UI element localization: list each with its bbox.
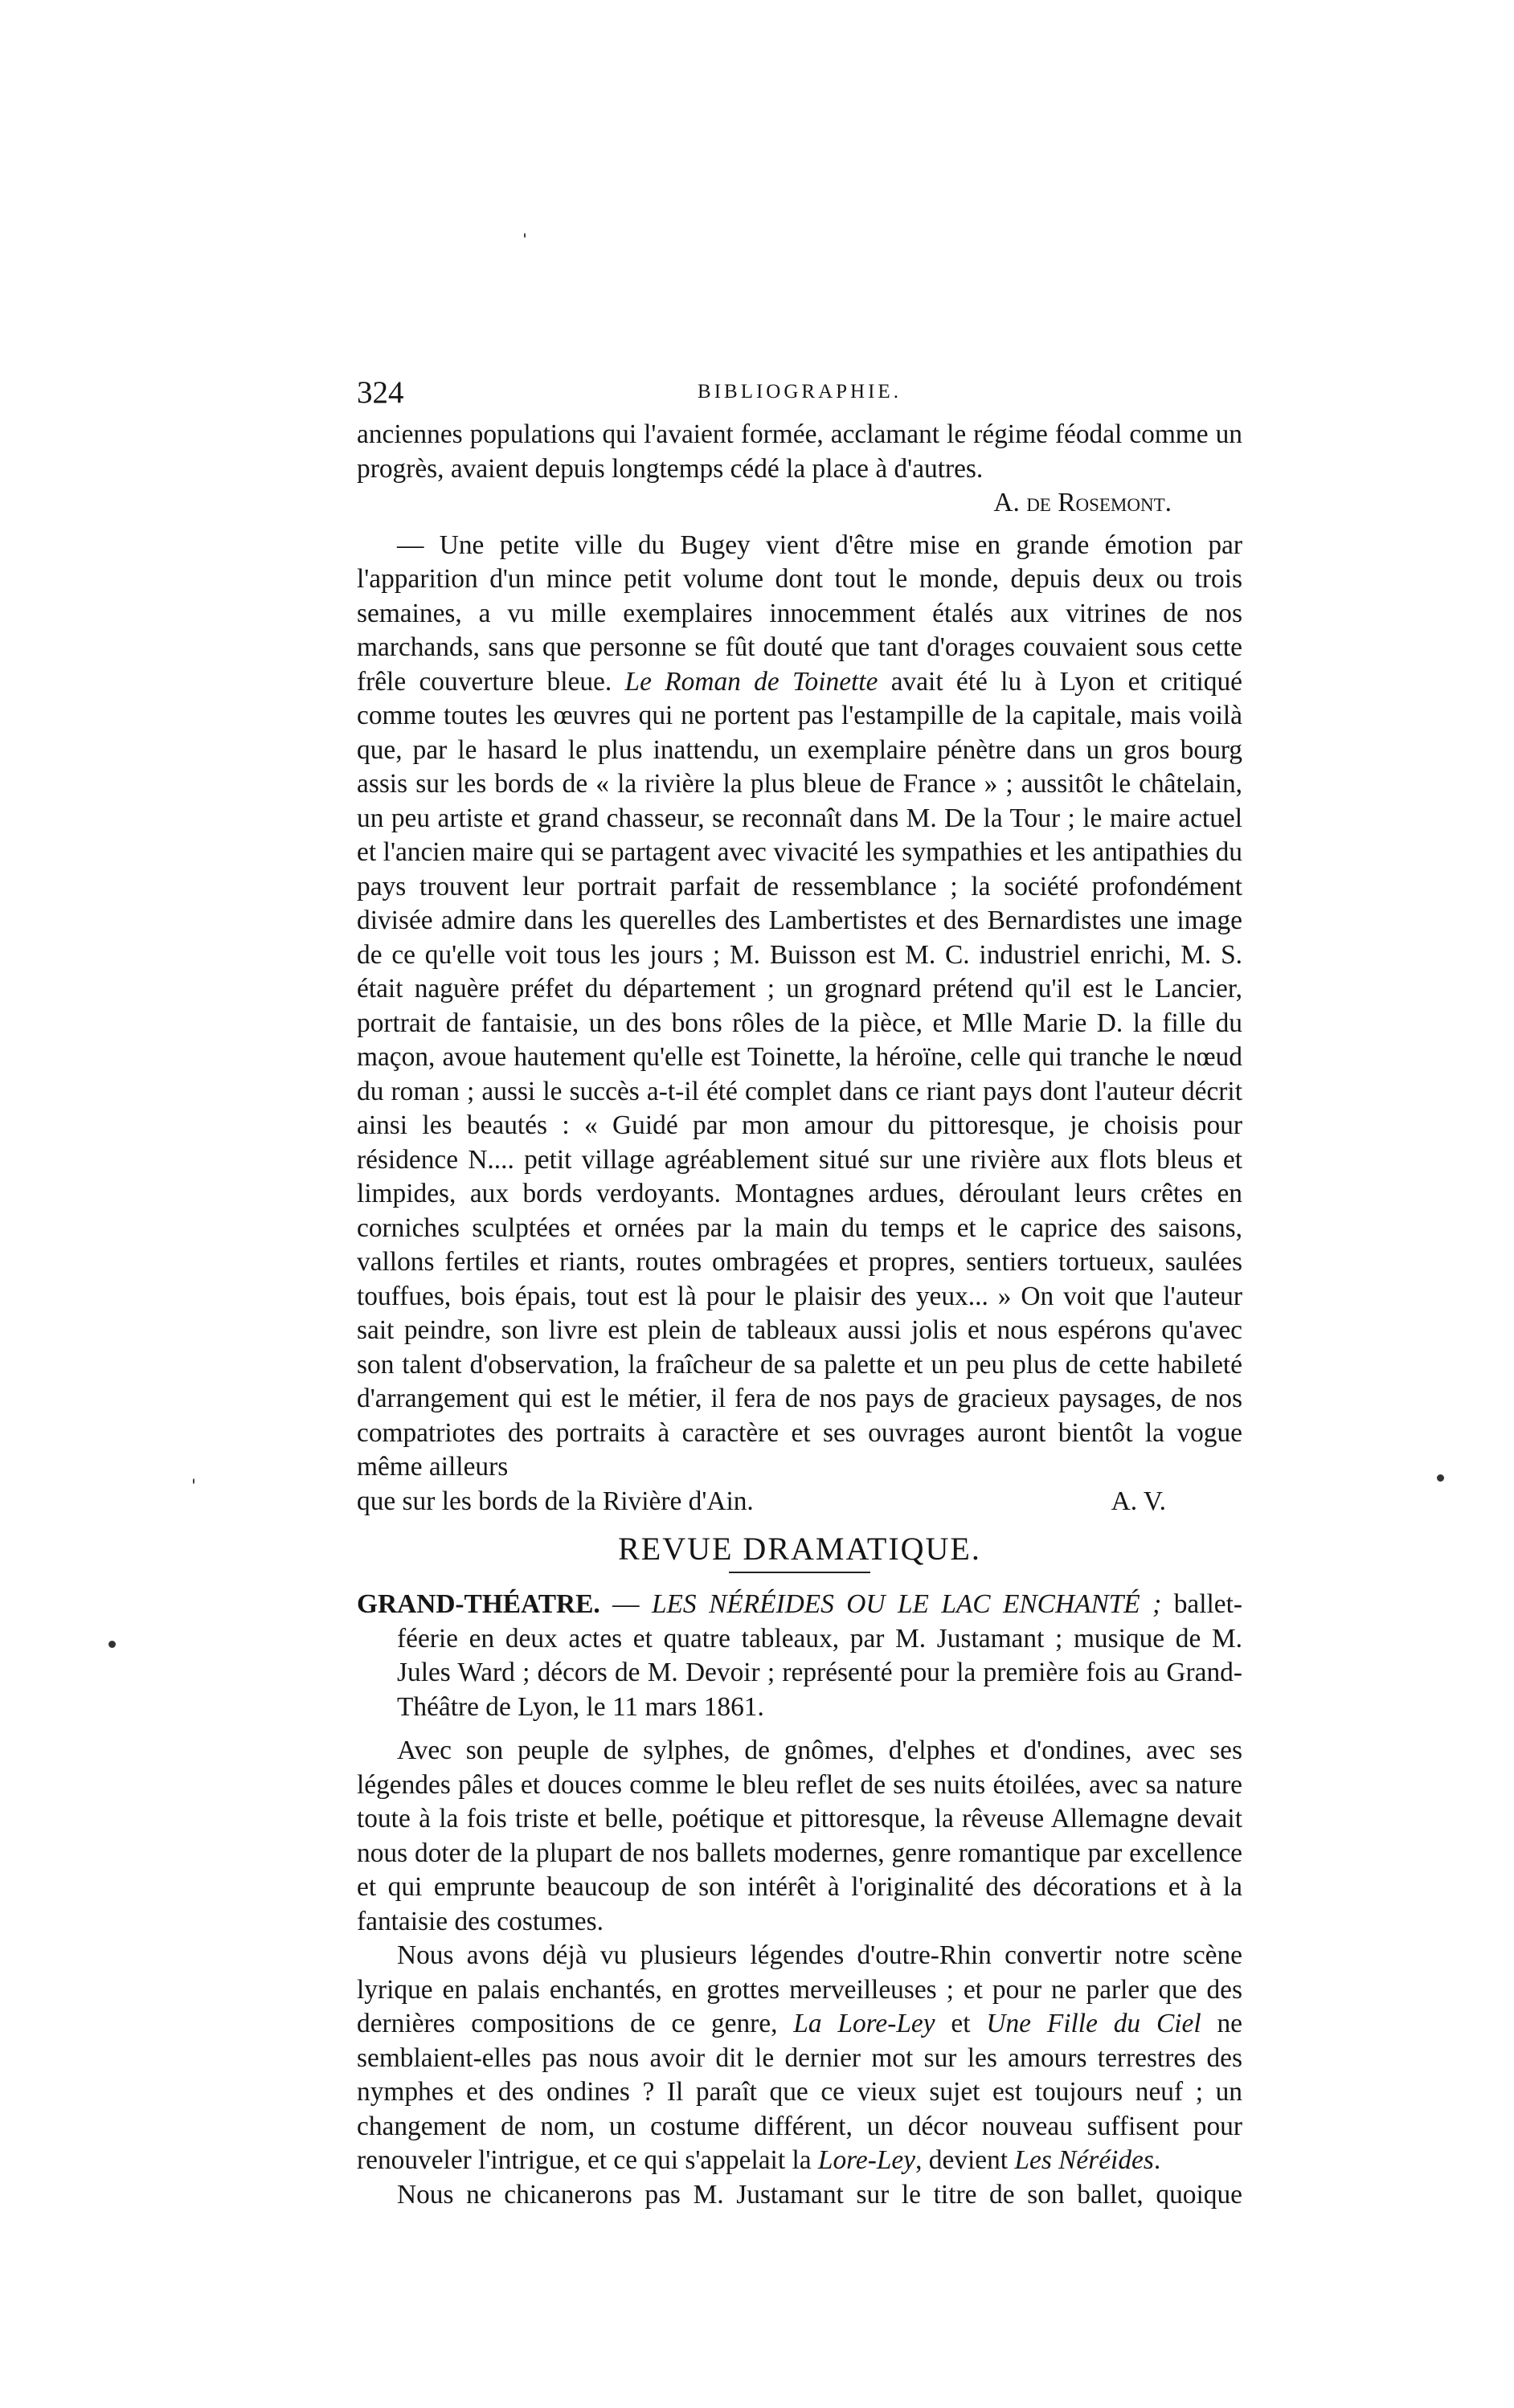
- review-paragraph-1: Avec son peuple de sylphes, de gnômes, d'elphes et d'ondines, avec ses légendes pâles et douces comme le bleu reflet de ses nuits étoilées, avec sa nature toute à la fois triste et belle, poétique et pittoresque, la rêveuse Allemagne devait nous doter de la plupart de nos ballets modernes, genre romantique par excellence et qui emprunte beaucoup de son intérêt à l'originalité des décorations et à la fantaisie des costumes.: [357, 1735, 1242, 1936]
- para2-et: et: [951, 2009, 971, 2038]
- bibliographie-section: [357, 418, 1242, 1519]
- bugey-article-paragraph: [357, 529, 1242, 1485]
- title-une-fille-du-ciel: Une Fille du Ciel: [986, 2009, 1201, 2038]
- title-lore-ley-2: Lore-Ley: [817, 2145, 916, 2175]
- theatre-label: GRAND-THÉATRE.: [357, 1589, 600, 1619]
- signature-rosemont: A. de Rosemont.: [993, 488, 1172, 517]
- text-column: [357, 374, 1242, 2212]
- heading-dash: —: [599, 1589, 652, 1619]
- title-rule: [729, 1572, 870, 1573]
- para2-end: .: [1153, 2145, 1161, 2175]
- bugey-article-text-2: avait été lu à Lyon et critiqué comme toutes les œuvres qui ne portent pas l'estampille de la capitale, mais voilà que, par le hasard le plus inattendu, un exemplaire pénètre dans un gros bourg assis sur les bords de « la rivière la plus bleue de France » ; aussitôt le châtelain, un peu artiste et grand chasseur, se reconnaît dans M. De la Tour ; le maire actuel et l'ancien maire qui se partagent avec vivacité les sympathies et les antipathies du pays trouvent leur portrait parfait de ressemblance ; la société profondément divisée admire dans les querelles des Lambertistes et des Bernardistes une image de ce qu'elle voit tous les jours ; M. Buisson est M. C. industriel enrichi, M. S. était naguère préfet du département ; un grognard prétend qu'il est le Lancier, portrait de fantaisie, un des bons rôles de la pièce, et Mlle Marie D. la fille du maçon, avoue hautement qu'elle est Toinette, la héroïne, celle qui tranche le nœud du roman ; aussi le succès a-t-il été complet dans ce riant pays dont l'auteur décrit ainsi les beautés : « Guidé par mon amour du pittoresque, je choisis pour résidence N.... petit village agréablement situé sur une rivière aux flots bleus et limpides, aux bords verdoyants. Montagnes ardues, déroulant leurs crêtes en corniches sculptées et ornées par la main du temps et le caprice des saisons, vallons fertiles et riants, routes ombragées et propres, sentiers tortueux, saulées touffues, bois épais, tout est là pour le plaisir des yeux... » On voit que l'auteur sait peindre, son livre est plein de tableaux aussi jolis et nous espérons qu'avec son talent d'observation, la fraîcheur de sa palette et un peu plus de cette habileté d'arrangement qui est le métier, il fera de nos pays de gracieux paysages, de nos compatriotes des portraits à caractère et ses ouvrages auront bientôt la vogue même ailleurs: [357, 666, 1242, 1482]
- review-paragraph-2: [357, 1939, 1242, 2178]
- article-closing-line: [357, 1485, 1242, 1519]
- para2-text-a: Nous avons déjà vu plusieurs légendes d'outre-Rhin convertir notre scène lyrique en palais enchantés, en grottes merveilleuses ; et pour ne parler que des dernières compositions de ce genre,: [357, 1940, 1242, 2038]
- running-title: BIBLIOGRAPHIE.: [698, 381, 902, 403]
- para2-text-c: , devient: [915, 2145, 1009, 2175]
- revue-dramatique-section: [357, 1588, 1242, 2212]
- play-details: ballet-féerie en deux actes et quatre tableaux, par M. Justamant ; musique de M. Jules Ward ; décors de M. Devoir ; représenté pour la première fois au Grand-Théâtre de Lyon, le 11 mars 1861.: [397, 1589, 1242, 1722]
- running-header: [357, 374, 1242, 418]
- section-title: REVUE DRAMATIQUE.: [618, 1531, 981, 1567]
- article-last-line: que sur les bords de la Rivière d'Ain.: [357, 1486, 754, 1516]
- review-paragraph-3: Nous ne chicanerons pas M. Justamant sur le titre de son ballet, quoique: [397, 2179, 1242, 2210]
- para2-text-b: ne semblaient-elles pas nous avoir dit le dernier mot sur les amours terrestres des nymphes et des ondines ? Il paraît que ce vieux sujet est toujours neuf ; un changement de nom, un costume différent, un décor nouveau suffisent pour renouveler l'intrigue, et ce qui s'appelait la: [357, 2009, 1242, 2175]
- book-title: Le Roman de Toinette: [624, 666, 878, 697]
- play-title: LES NÉRÉIDES OU LE LAC ENCHANTÉ ;: [651, 1589, 1162, 1619]
- page-number: 324: [357, 375, 404, 410]
- title-lore-ley: La Lore-Ley: [793, 2009, 935, 2038]
- title-les-nereides: Les Néréides: [1014, 2145, 1154, 2175]
- bugey-article-text-1: — Une petite ville du Bugey vient d'être mise en grande émotion par l'apparition d'un mince petit volume dont tout le monde, depuis deux ou trois semaines, a vu mille exemplaires innocemment étalés aux vitrines de nos marchands, sans que personne se fût douté que tant d'orages couvaient sous cette frêle couverture bleue.: [357, 529, 1242, 697]
- signature-av: A. V.: [1111, 1486, 1166, 1516]
- opening-paragraph: anciennes populations qui l'avaient formée, acclamant le régime féodal comme un progrès, avaient depuis longtemps cédé la place à d'autres.: [357, 419, 1242, 484]
- play-heading: [357, 1588, 1242, 1724]
